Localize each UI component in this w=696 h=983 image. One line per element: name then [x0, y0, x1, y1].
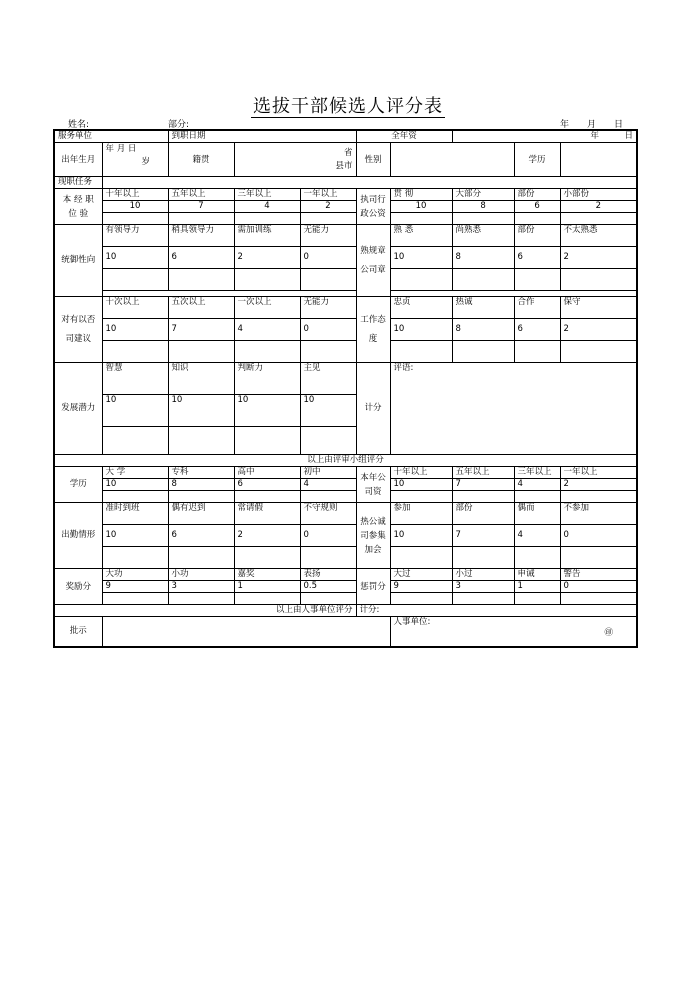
att-label: 出勤情形 — [54, 503, 102, 569]
lead-h2: 部份 — [514, 225, 560, 247]
lead-h: 需加训练 — [234, 225, 300, 247]
sen-v: 4 — [234, 201, 300, 213]
att-h: 偶有迟到 — [168, 503, 234, 525]
att-v2: 10 — [390, 525, 452, 547]
edu-value — [560, 143, 637, 177]
sen-h: 三年以上 — [234, 189, 300, 201]
punish-h: 大过 — [390, 569, 452, 581]
dev-comment: 评语: — [390, 363, 637, 455]
reward-h: 小功 — [168, 569, 234, 581]
punish-h: 小过 — [452, 569, 514, 581]
lead-h2: 尚熟悉 — [452, 225, 514, 247]
edu-v2: 10 — [390, 479, 452, 491]
sex-label: 性别 — [356, 143, 390, 177]
reward-h: 表扬 — [300, 569, 356, 581]
seal-icon: ㊞ — [604, 628, 614, 638]
reward-label: 奖励分 — [54, 569, 102, 605]
dev-label: 发展潜力 — [54, 363, 102, 455]
edu-h: 高中 — [234, 467, 300, 479]
prop-h: 五次以上 — [168, 297, 234, 319]
prop-h2: 热诚 — [452, 297, 514, 319]
sen-v2: 8 — [452, 201, 514, 213]
lead-h2: 不太熟悉 — [560, 225, 637, 247]
prop-h: 一次以上 — [234, 297, 300, 319]
prop-h2: 忠贞 — [390, 297, 452, 319]
evaluation-table — [53, 129, 638, 648]
att-v2: 0 — [560, 525, 637, 547]
lead-v: 10 — [102, 247, 168, 269]
sen-h2: 小部份 — [560, 189, 637, 201]
edu-v2: 7 — [452, 479, 514, 491]
birth-label: 出年生月 — [54, 143, 102, 177]
punish-h: 申诫 — [514, 569, 560, 581]
duty-value — [102, 177, 637, 189]
prop-v: 4 — [234, 319, 300, 341]
service-unit-label: 服务单位 — [54, 130, 168, 143]
reward-v: 9 — [102, 581, 168, 593]
punish-h: 警告 — [560, 569, 637, 581]
edu-label: 学历 — [514, 143, 560, 177]
form-title: 选拔干部候选人评分表 — [253, 96, 443, 117]
att-h: 常请假 — [234, 503, 300, 525]
dev-v: 10 — [168, 395, 234, 427]
sen-h2: 贯 彻 — [390, 189, 452, 201]
edu-h2: 十年以上 — [390, 467, 452, 479]
total-label: 计分: — [356, 605, 637, 617]
dev-v: 10 — [234, 395, 300, 427]
edu-h: 初中 — [300, 467, 356, 479]
sen-h: 一年以上 — [300, 189, 356, 201]
att-v: 2 — [234, 525, 300, 547]
dev-h: 知识 — [168, 363, 234, 395]
att-v2: 4 — [514, 525, 560, 547]
edu-label2: 本年公司资 — [356, 467, 390, 503]
sen-label2: 执司行政公资 — [356, 189, 390, 225]
reward-h: 嘉奖 — [234, 569, 300, 581]
prop-label: 对有以否司建议 — [54, 297, 102, 363]
lead-v2: 2 — [560, 247, 637, 269]
edu-h2: 三年以上 — [514, 467, 560, 479]
edu-v: 8 — [168, 479, 234, 491]
prop-h: 十次以上 — [102, 297, 168, 319]
seniority-label: 全年资 — [356, 130, 452, 143]
native-label: 籍贯 — [168, 143, 234, 177]
lead-h: 无能力 — [300, 225, 356, 247]
hr-note: 以上由人事单位评分 — [54, 605, 356, 617]
reward-v: 0.5 — [300, 581, 356, 593]
lead-h: 稍具领导力 — [168, 225, 234, 247]
att-v2: 7 — [452, 525, 514, 547]
prop-v2: 10 — [390, 319, 452, 341]
sen-label: 本 经 职 位 验 — [54, 189, 102, 225]
sen-v: 7 — [168, 201, 234, 213]
lead-v: 0 — [300, 247, 356, 269]
sen-v: 2 — [300, 201, 356, 213]
prop-v2: 8 — [452, 319, 514, 341]
hr-unit-cell — [390, 617, 637, 647]
prop-v2: 2 — [560, 319, 637, 341]
punish-v: 3 — [452, 581, 514, 593]
prop-h: 无能力 — [300, 297, 356, 319]
edu-v2: 4 — [514, 479, 560, 491]
lead-v2: 6 — [514, 247, 560, 269]
reward-v: 1 — [234, 581, 300, 593]
prop-v: 10 — [102, 319, 168, 341]
sex-value — [390, 143, 514, 177]
punish-v: 0 — [560, 581, 637, 593]
dev-h: 主见 — [300, 363, 356, 395]
edu-h: 专科 — [168, 467, 234, 479]
lead-label: 统御性向 — [54, 225, 102, 297]
att-h2: 参加 — [390, 503, 452, 525]
att-v: 0 — [300, 525, 356, 547]
edu-h2: 一年以上 — [560, 467, 637, 479]
sen-h2: 大部分 — [452, 189, 514, 201]
punish-v: 9 — [390, 581, 452, 593]
approve-label: 批示 — [54, 617, 102, 647]
sen-v2: 2 — [560, 201, 637, 213]
prop-v: 7 — [168, 319, 234, 341]
att-v: 10 — [102, 525, 168, 547]
punish-label: 惩罚分 — [356, 569, 390, 605]
sen-h: 五年以上 — [168, 189, 234, 201]
seniority-date: 年 日 — [452, 130, 637, 143]
prop-v: 0 — [300, 319, 356, 341]
edu-row-label: 学历 — [54, 467, 102, 503]
dev-v: 10 — [300, 395, 356, 427]
prop-h2: 保守 — [560, 297, 637, 319]
edu-v: 4 — [300, 479, 356, 491]
duty-label: 现职任务 — [54, 177, 102, 189]
prop-v2: 6 — [514, 319, 560, 341]
birth-date: 年 月 日 岁 — [102, 143, 168, 177]
punish-v: 1 — [514, 581, 560, 593]
dept-label: 部分: — [168, 120, 190, 130]
att-h: 准时到班 — [102, 503, 168, 525]
edu-h2: 五年以上 — [452, 467, 514, 479]
prop-h2: 合作 — [514, 297, 560, 319]
lead-v: 6 — [168, 247, 234, 269]
reward-h: 大功 — [102, 569, 168, 581]
sen-h2: 部份 — [514, 189, 560, 201]
lead-label2: 熟规章公司章 — [356, 225, 390, 297]
dev-label2: 计分 — [356, 363, 390, 455]
sen-h: 十年以上 — [102, 189, 168, 201]
group-note: 以上由评审小组评分 — [54, 455, 637, 467]
lead-h2: 熟 悉 — [390, 225, 452, 247]
dev-v: 10 — [102, 395, 168, 427]
lead-v: 2 — [234, 247, 300, 269]
prop-label2: 工作态度 — [356, 297, 390, 363]
att-h2: 偶而 — [514, 503, 560, 525]
dev-h: 判断力 — [234, 363, 300, 395]
edu-v: 10 — [102, 479, 168, 491]
approve-field — [102, 617, 390, 647]
edu-v2: 2 — [560, 479, 637, 491]
att-v: 6 — [168, 525, 234, 547]
edu-h: 大 学 — [102, 467, 168, 479]
lead-h: 有领导力 — [102, 225, 168, 247]
name-label: 姓名: — [68, 120, 90, 130]
att-label2: 热公诚司参集加会 — [356, 503, 390, 569]
lead-v2: 10 — [390, 247, 452, 269]
dev-h: 智慧 — [102, 363, 168, 395]
att-h2: 不参加 — [560, 503, 637, 525]
native-place: 省 县市 — [234, 143, 356, 177]
hr-unit-label: 人事单位: — [393, 617, 431, 627]
lead-v2: 8 — [452, 247, 514, 269]
sen-v2: 6 — [514, 201, 560, 213]
sen-v: 10 — [102, 201, 168, 213]
sen-v2: 10 — [390, 201, 452, 213]
att-h2: 部份 — [452, 503, 514, 525]
edu-v: 6 — [234, 479, 300, 491]
date-label: 年 月 日 — [560, 120, 624, 130]
start-date-label: 到职日期 — [168, 130, 356, 143]
reward-v: 3 — [168, 581, 234, 593]
att-h: 不守规则 — [300, 503, 356, 525]
